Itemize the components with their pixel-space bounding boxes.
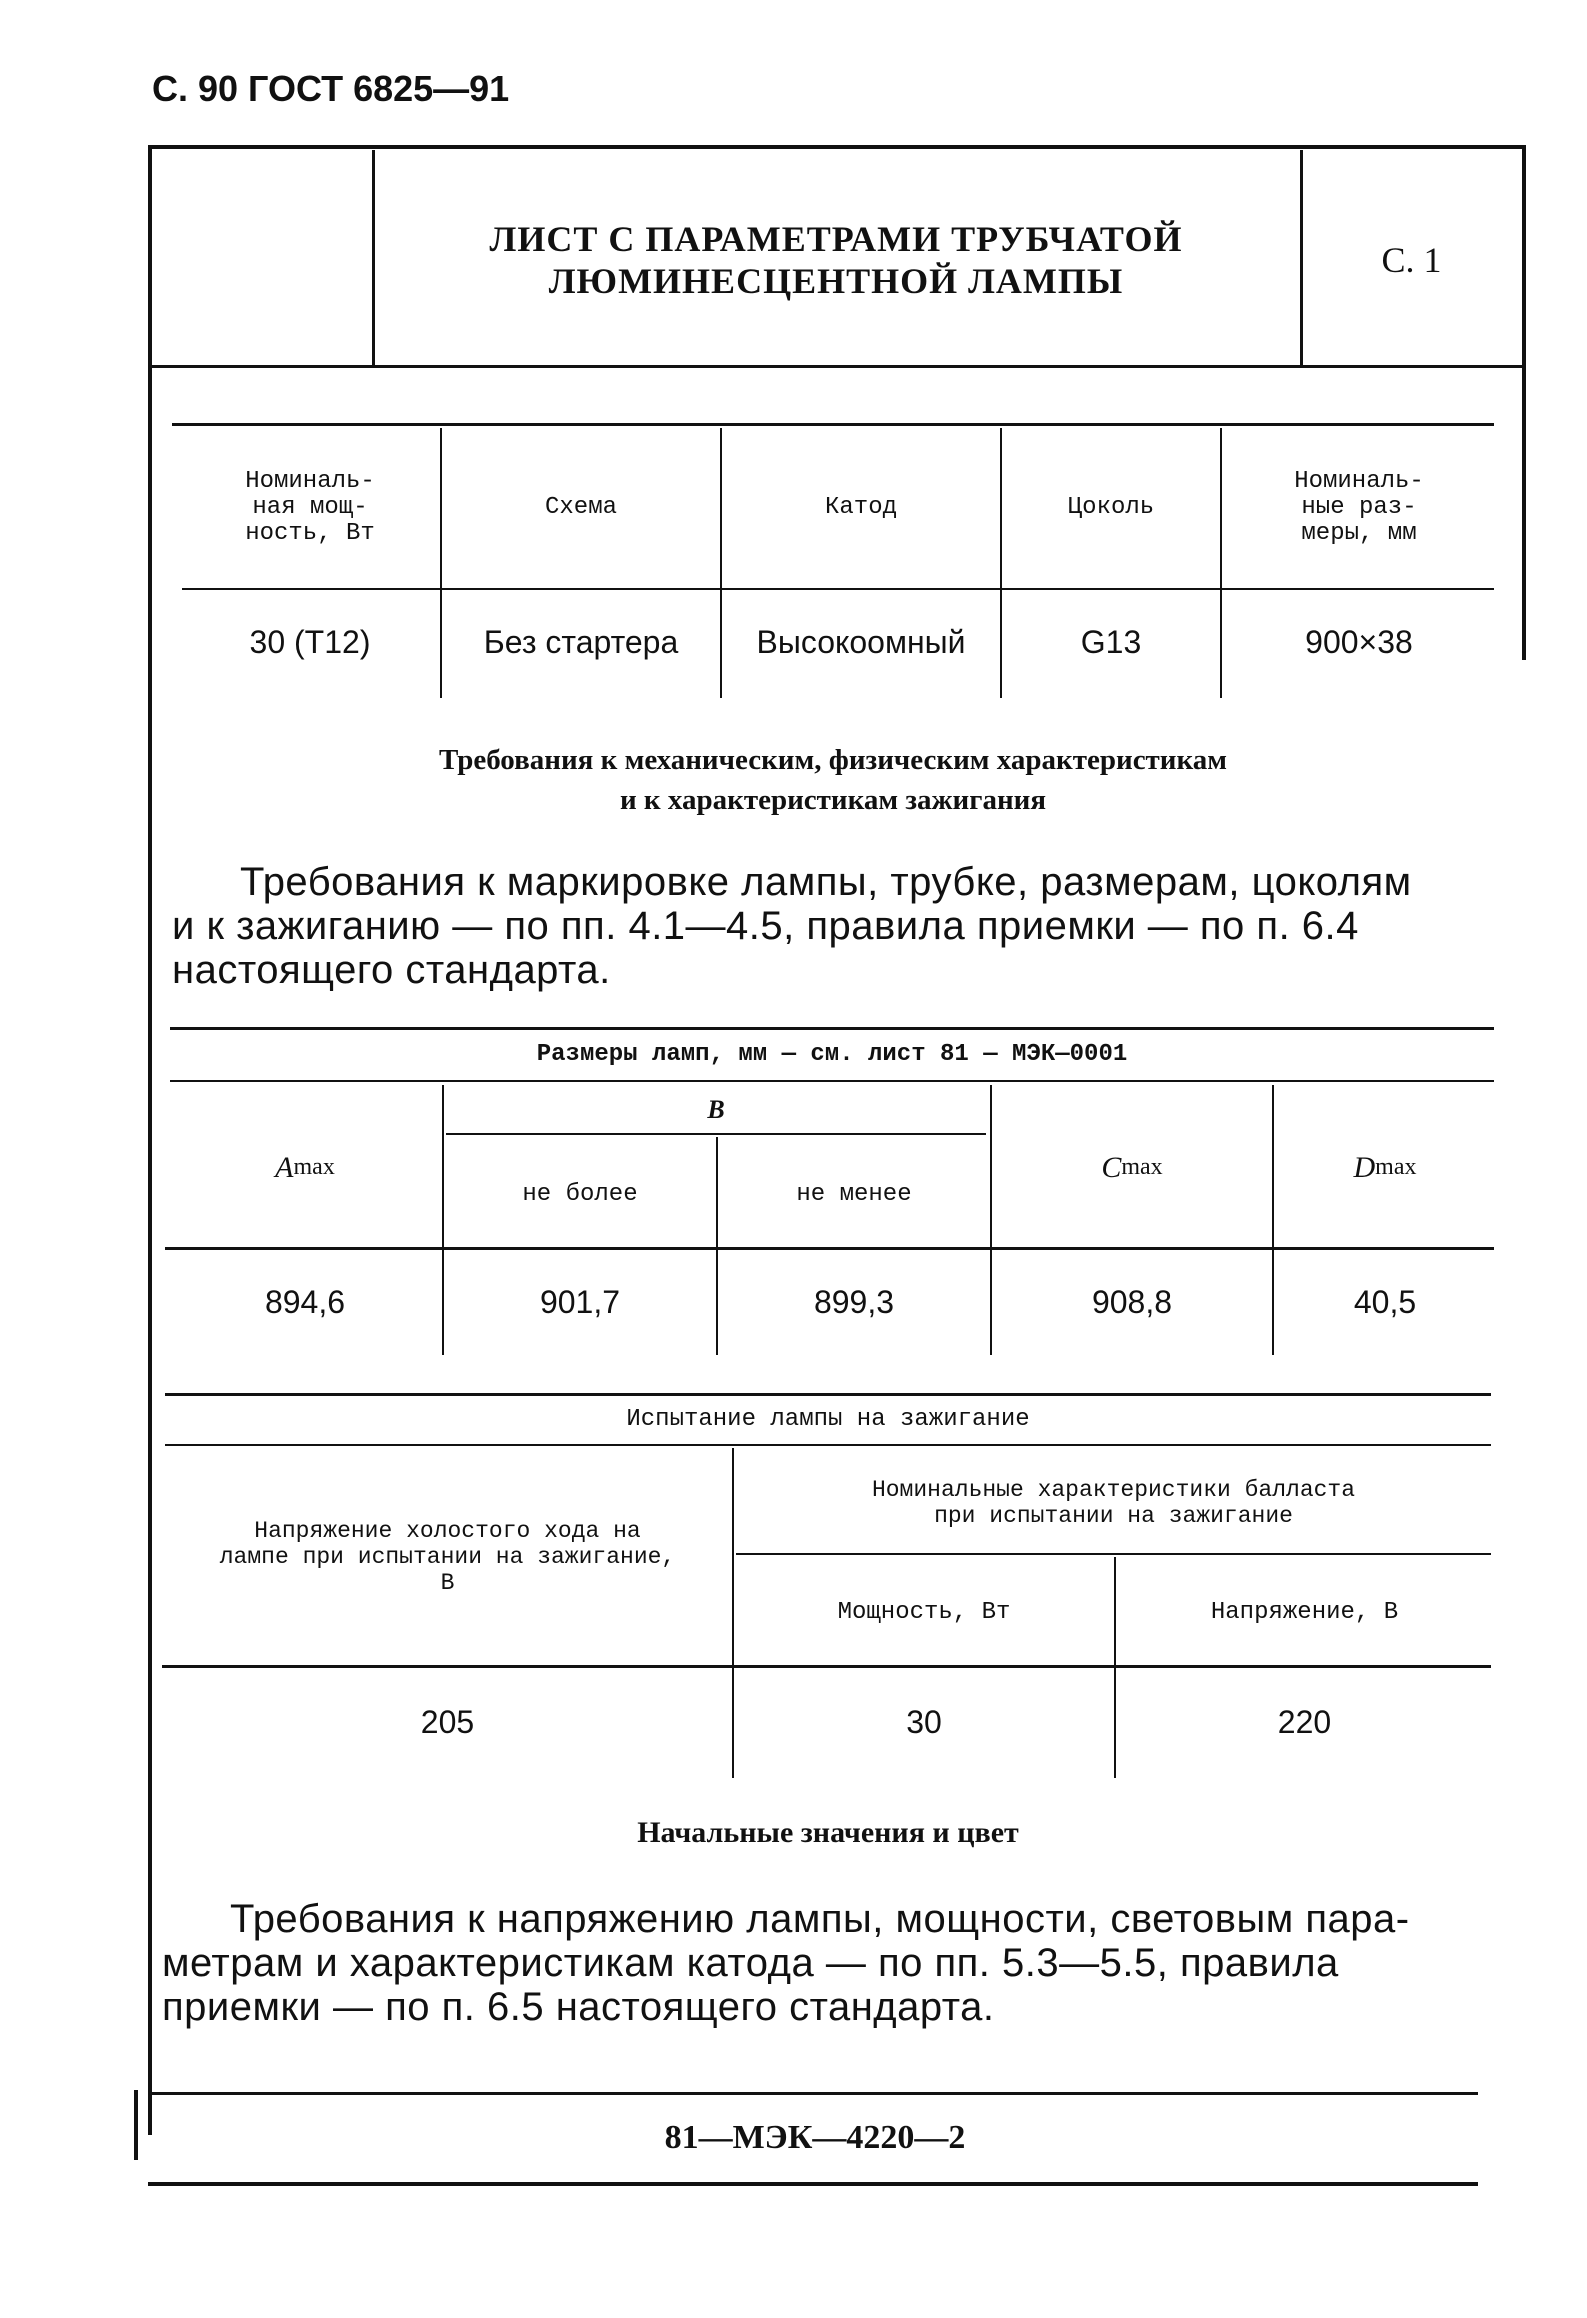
initial-heading: Начальные значения и цвет — [637, 1816, 1019, 1849]
header-base: Цоколь — [1067, 493, 1155, 521]
dims-header-c — [994, 1090, 1270, 1245]
dims-header-b-min: не менее — [796, 1181, 912, 1208]
main-col-div-4 — [1220, 428, 1222, 698]
ign-value-volt: 220 — [1277, 1704, 1332, 1740]
cell-scheme: Без стартера — [483, 624, 679, 660]
dims-value-a: 894,6 — [264, 1283, 346, 1320]
dims-value-c: 908,8 — [1091, 1283, 1173, 1320]
mech-text — [172, 860, 1502, 992]
initial-text-line1: Требования к напряжению лампы, мощности, световым пара- — [230, 1897, 1410, 1941]
dims-header-b: B — [707, 1095, 725, 1124]
ign-power-header: Мощность, Вт — [837, 1598, 1011, 1626]
ign-ballast-header-line1: Номинальные характеристики балласта — [871, 1476, 1356, 1503]
title-divider-right — [1300, 150, 1303, 365]
header-power: Номиналь- ная мощ- ность, Вт — [245, 467, 375, 547]
ign-ballast-split-line — [736, 1553, 1491, 1555]
cell-cathode: Высокоомный — [756, 624, 966, 660]
ign-col-div-2 — [1114, 1557, 1116, 1778]
sheet-page-number: С. 1 — [1381, 240, 1442, 280]
frame-left-lower-line — [134, 2090, 138, 2160]
cell-base: G13 — [1080, 624, 1142, 660]
mech-text-line1: Требования к маркировке лампы, трубке, размерам, цоколям — [240, 860, 1412, 904]
dims-d-sub: max — [1375, 1154, 1417, 1180]
ign-col-div-1 — [732, 1448, 734, 1778]
dims-col-div-3 — [990, 1085, 992, 1355]
ign-header-bottom-line — [162, 1665, 1491, 1668]
dims-value-b-max: 901,7 — [539, 1283, 621, 1320]
dims-c-letter: C — [1101, 1150, 1122, 1184]
ign-voltage-header — [165, 1452, 730, 1662]
main-col-div-1 — [440, 428, 442, 698]
ign-voltage-header-line1: Напряжение холостого хода на — [254, 1518, 641, 1544]
ign-caption: Испытание лампы на зажигание — [626, 1406, 1030, 1433]
mech-text-line3: настоящего стандарта. — [172, 948, 611, 992]
initial-text-line3: приемки — по п. 6.5 настоящего стандарта. — [162, 1985, 995, 2029]
ign-ballast-header — [736, 1455, 1491, 1550]
initial-text — [162, 1897, 1492, 2029]
ign-caption-line — [165, 1444, 1491, 1446]
dims-c-sub: max — [1121, 1154, 1163, 1180]
dims-a-sub: max — [293, 1154, 335, 1180]
header-dimensions: Номиналь- ные раз- меры, мм — [1294, 467, 1424, 547]
header-cathode: Катод — [824, 493, 897, 521]
ign-value-power: 30 — [906, 1704, 942, 1740]
dims-a-letter: A — [275, 1150, 294, 1184]
sheet-title-line2: ЛЮМИНЕСЦЕНТНОЙ ЛАМПЫ — [548, 261, 1124, 301]
footer-top-line — [148, 2092, 1478, 2095]
mech-heading-line2: и к характеристикам зажигания — [619, 784, 1047, 816]
mech-heading — [172, 735, 1494, 825]
dims-value-d: 40,5 — [1353, 1283, 1417, 1320]
dims-header-b-max: не более — [522, 1181, 638, 1208]
dims-d-letter: D — [1353, 1150, 1376, 1184]
ign-ballast-header-line2: при испытании на зажигание — [934, 1502, 1293, 1529]
ign-value-voltage: 205 — [420, 1704, 475, 1740]
mech-heading-line1: Требования к механическим, физическим характеристикам — [438, 744, 1228, 776]
title-bottom-line — [152, 365, 1522, 368]
cell-dimensions: 900×38 — [1305, 624, 1413, 660]
ign-table-top-line — [165, 1393, 1491, 1396]
ign-voltage-header-line3: В — [440, 1570, 455, 1596]
dims-col-div-4 — [1272, 1085, 1274, 1355]
footer-code: 81—МЭК—4220—2 — [664, 2118, 966, 2156]
title-divider-left — [372, 150, 375, 365]
frame-right-line — [1522, 145, 1526, 660]
cell-power: 30 (T12) — [249, 624, 371, 660]
main-table-header-line — [182, 588, 1494, 590]
header-scheme: Схема — [544, 493, 617, 521]
initial-text-line2: метрам и характеристикам катода — по пп. 5.3—5.5, правила — [162, 1941, 1339, 1985]
frame-left-line — [148, 145, 152, 2135]
sheet-title — [376, 210, 1296, 310]
dims-b-split-line — [446, 1133, 986, 1135]
dims-col-div-2 — [716, 1137, 718, 1355]
sheet-title-line1: ЛИСТ С ПАРАМЕТРАМИ ТРУБЧАТОЙ — [489, 219, 1183, 259]
dims-header-bottom-line — [165, 1247, 1494, 1250]
dims-col-div-1 — [442, 1085, 444, 1355]
ign-volt-header: Напряжение, В — [1210, 1598, 1399, 1626]
dims-caption: Размеры ламп, мм — см. лист 81 — МЭК—0001 — [536, 1041, 1128, 1068]
dims-header-a — [170, 1090, 440, 1245]
mech-text-line2: и к зажиганию — по пп. 4.1—4.5, правила приемки — по п. 6.4 — [172, 904, 1359, 948]
page-header: С. 90 ГОСТ 6825—91 — [152, 68, 510, 109]
frame-bottom-line — [148, 2182, 1478, 2186]
frame-top-line — [148, 145, 1526, 149]
main-col-div-3 — [1000, 428, 1002, 698]
main-col-div-2 — [720, 428, 722, 698]
dims-header-d — [1276, 1090, 1494, 1245]
dims-caption-line — [170, 1080, 1494, 1082]
main-table-top-line — [172, 423, 1494, 426]
ign-voltage-header-line2: лампе при испытании на зажигание, — [219, 1544, 676, 1570]
dims-table-top-line — [170, 1027, 1494, 1030]
dims-value-b-min: 899,3 — [813, 1283, 895, 1320]
